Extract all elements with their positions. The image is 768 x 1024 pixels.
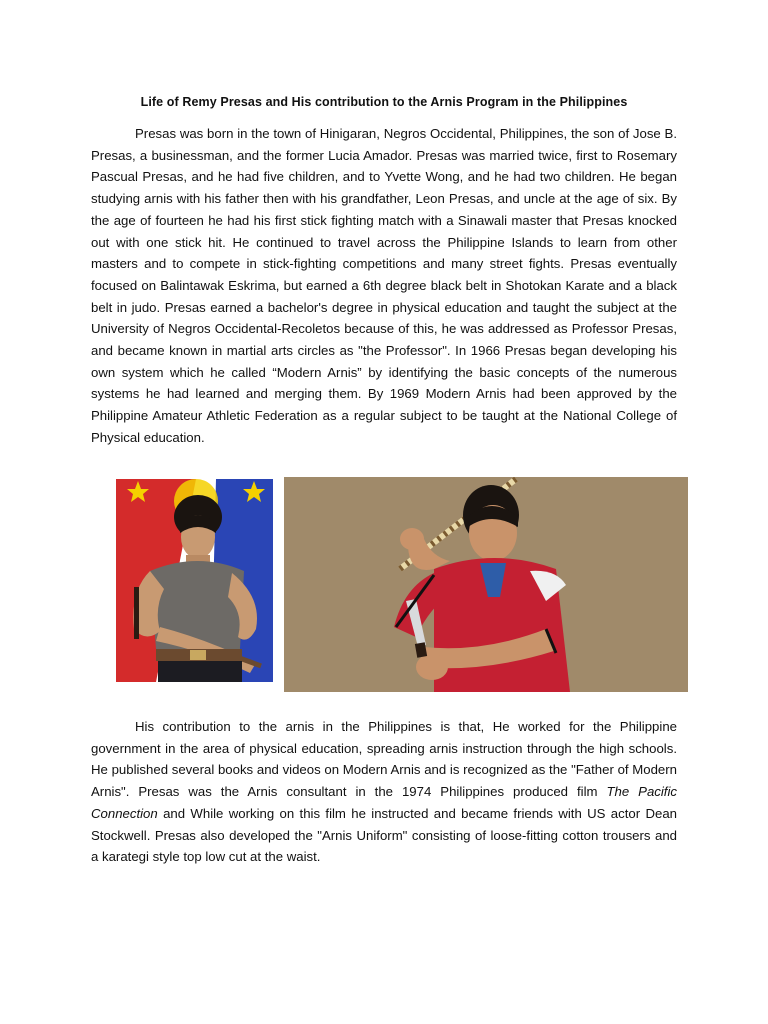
paragraph-contribution-text-1: His contribution to the arnis in the Philippines is that, He worked for the Philippine government in the area of physical education, spreading arnis instruction through the high schools. He published several books and videos on Modern Arnis and is recognized as the "Father of Modern Arnis". Presas was the Arnis consultant in the 1974 Philippines produced film xyxy=(91,719,677,800)
document-title: Life of Remy Presas and His contribution to the Arnis Program in the Philippines xyxy=(140,95,628,109)
film-title: The Pacific Connection xyxy=(91,784,677,821)
paragraph-contribution xyxy=(91,716,677,868)
photo-presas-flag xyxy=(116,479,273,682)
paragraph-contribution-text-2: and While working on this film he instructed and became friends with US actor Dean Stockwell. Presas also developed the "Arnis Uniform" consisting of loose-fitting cotton trousers and a karategi style top low cut at the waist. xyxy=(91,805,677,865)
paragraph-biography: Presas was born in the town of Hinigaran, Negros Occidental, Philippines, the son of Jose B. Presas, a businessman, and the former Lucia Amador. Presas was married twice, first to Rosemary Pascual Presas, and he had five children, and to Yvette Wong, and he had two children. He began studying arnis with his father then with his grandfather, Leon Presas, and uncle at the age of six. By the age of fourteen he had his first stick fighting match with a Sinawali master that Presas knocked out with one stick hit. He continued to travel across the Philippine Islands to learn from other masters and to compete in stick-fighting competitions and many street fights. Presas eventually focused on Balintawak Eskrima, but earned a 6th degree black belt in Shotokan Karate and a black belt in judo. Presas earned a bachelor's degree in physical education and taught the subject at the University of Negros Occidental-Recoletos because of this, he was addressed as Professor Presas, and became known in martial arts circles as "the Professor". In 1966 Presas began developing his own system which he called “Modern Arnis” by identifying the basic concepts of the numerous systems he had learned and merging them. By 1969 Modern Arnis had been approved by the Philippine Amateur Athletic Federation as a regular subject to be taught at the National College of Physical education. xyxy=(91,126,677,445)
photo-presas-knife xyxy=(284,477,688,692)
